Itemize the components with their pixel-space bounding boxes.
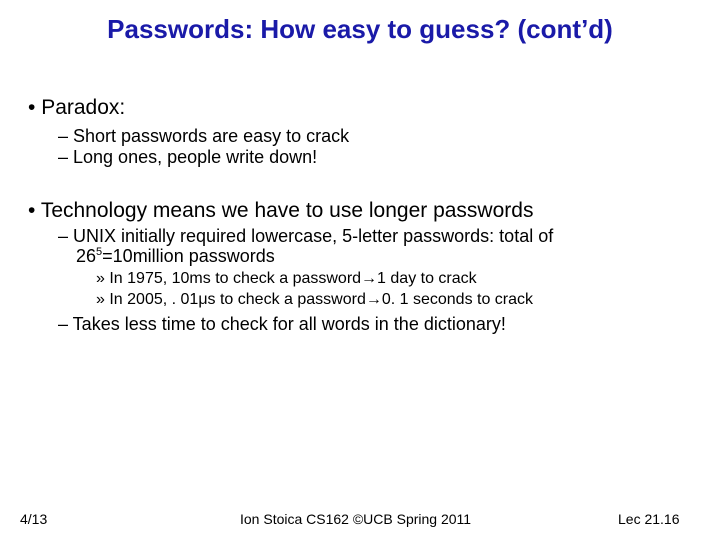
math-rest: =10million passwords [102,246,275,266]
footer-course: Ion Stoica CS162 ©UCB Spring 2011 [240,511,472,527]
sub-sub-text: In 2005, . 01μs to check a password→0. 1 seconds to crack [109,291,534,308]
bullet-text: Technology means we have to use longer passwords [40,199,534,222]
sub-sub-bullet-1975 [96,269,477,288]
bullet-technology [28,199,533,223]
sub-bullet-unix-line1: – UNIX initially required lowercase, 5-letter passwords: total of [58,226,554,246]
slide-title: Passwords: How easy to guess? (cont’d) [107,14,613,44]
sub-sub-bullet-2005 [96,290,533,309]
bullet-paradox [28,96,125,120]
sub-bullet-long-passwords: – Long ones, people write down! [58,147,318,167]
sub-bullet-unix-line2 [76,246,275,266]
math-base: 26 [76,246,97,266]
bullet-marker: • [28,96,36,119]
bullet-text: Paradox: [41,96,126,119]
bullet-marker: • [28,199,36,222]
math-exponent: 5 [96,246,103,258]
sub-sub-text: In 1975, 10ms to check a password→1 day to crack [109,270,477,287]
sub-sub-marker: » [96,291,105,308]
footer-lecture-number: Lec 21.16 [618,511,680,527]
sub-sub-marker: » [96,270,105,287]
sub-bullet-dictionary: – Takes less time to check for all words in the dictionary! [58,314,506,334]
sub-bullet-short-passwords: – Short passwords are easy to crack [58,126,350,146]
footer-date: 4/13 [20,511,48,527]
